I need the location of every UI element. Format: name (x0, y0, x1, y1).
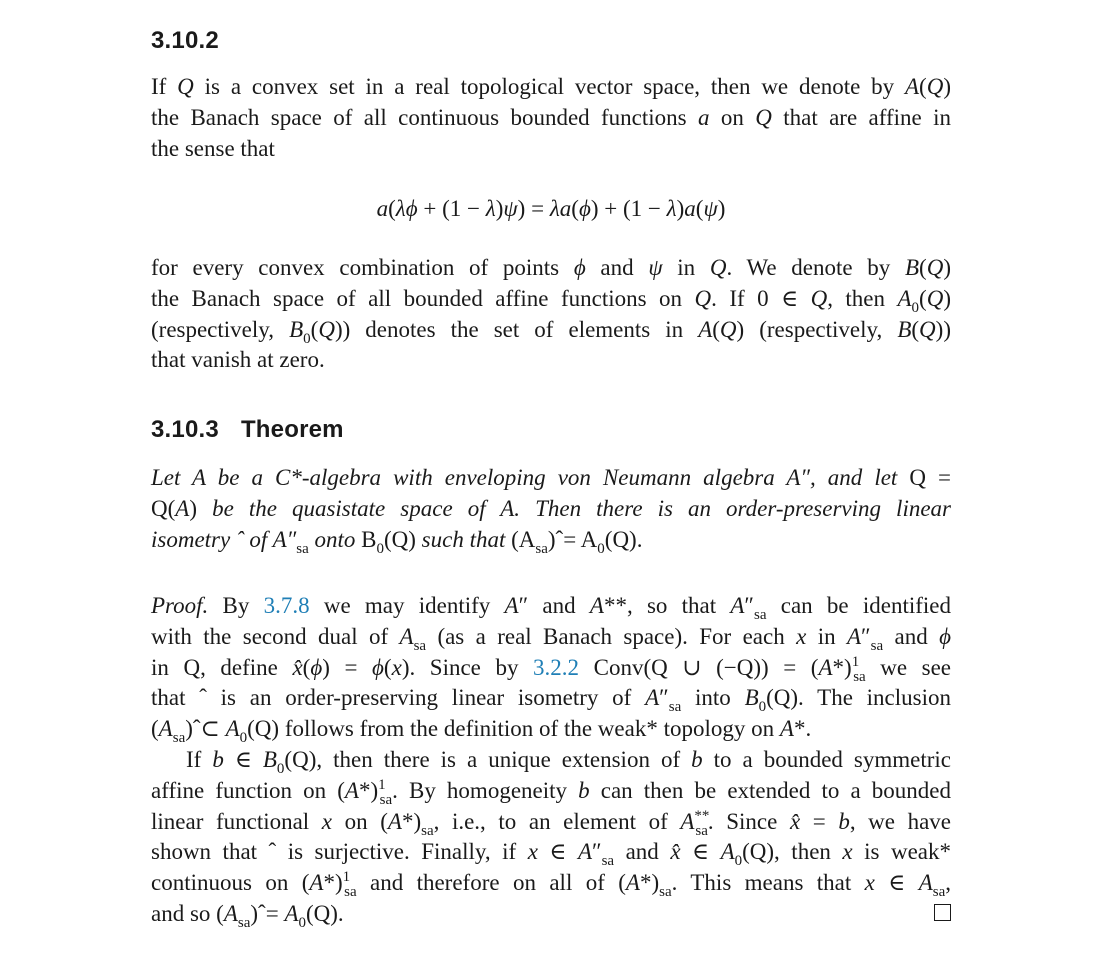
text-line: Proof. By 3.7.8 we may identify A″ and A**, so that $A''_{sa}$ can be identified (151, 593, 951, 623)
text-line: linear functional x on $(A*)_{sa}$, i.e., to an element of $A^{**}_{sa}$. Since x̂ = b, we have (151, 807, 951, 839)
paragraph-definition (151, 72, 951, 164)
text-line: the Banach space of all continuous bounded functions a on Q that are affine in (151, 104, 951, 130)
text-line: isometry ˆ of $A''_{sa}$ onto $B_0(Q)$ such that $(A_{sa})ˆ= A_0(Q)$. (151, 526, 643, 557)
section-heading-3-10-2 (151, 27, 219, 55)
text-line: that ˆ is an order-preserving linear isometry of $A''_{sa}$ into $B_0(Q)$. The inclusion (151, 685, 951, 716)
theorem-statement (151, 463, 951, 555)
text-line: and so $(A_{sa})ˆ= A_0(Q)$. (151, 900, 344, 931)
section-number: 3.10.3 (151, 416, 219, 443)
section-number: 3.10.2 (151, 27, 219, 54)
text-line: Let A be a C*-algebra with enveloping von Neumann algebra A″, and let Q = (151, 465, 951, 490)
display-equation: a(λϕ + (1 − λ)ψ) = λa(ϕ) + (1 − λ)a(ψ) (376, 196, 726, 221)
cross-reference-link[interactable]: 3.2.2 (533, 654, 580, 680)
paragraph-notation (151, 253, 951, 376)
text-line: shown that ˆ is surjective. Finally, if x ∈ $A''_{sa}$ and x̂ ∈ $A_0(Q)$, then x is weak* (151, 839, 951, 870)
text-line: If Q is a convex set in a real topological vector space, then we denote by A(Q) (151, 74, 952, 99)
proof-label: Proof. (151, 593, 209, 618)
text-line: $(A_{sa})ˆ\subset$ $A_0(Q)$ follows from the definition of the weak* topology on A*. (151, 716, 812, 747)
text-line: in Q, define x̂(ϕ) = ϕ(x). Since by 3.2.2 Conv(Q ∪ $(-Q)) = (A*)^1_{sa}$ we see (151, 653, 952, 685)
text-line: (respectively, $B_0(Q)$) denotes the set of elements in A(Q) (respectively, B(Q)) (151, 316, 951, 347)
qed-symbol (934, 904, 951, 921)
text-line: If b ∈ $B_0(Q)$, then there is a unique extension of b to a bounded symmetric (186, 746, 951, 777)
text-line: for every convex combination of points ϕ and ψ in Q. We denote by B(Q) (151, 255, 951, 280)
text-line: the Banach space of all bounded affine functions on Q. If 0 ∈ Q, then $A_0(Q)$ (151, 285, 951, 316)
text-line: with the second dual of $A_{sa}$ (as a real Banach space). For each x in $A''_{sa}$ and ϕ (151, 623, 951, 654)
text-line: affine function on $(A*)^1_{sa}$. By homogeneity b can then be extended to a bounded (151, 776, 951, 808)
text-line: Q(A) be the quasistate space of A. Then there is an order-preserving linear (151, 495, 951, 521)
text-line: the sense that (151, 135, 275, 161)
proof (151, 591, 951, 930)
text-line: that vanish at zero. (151, 347, 325, 373)
text-line: continuous on $(A*)^1_{sa}$ and therefore on all of $(A*)_{sa}$. This means that x ∈ $A_{sa}$, (151, 869, 951, 901)
section-heading-3-10-3 (151, 416, 344, 444)
cross-reference-link[interactable]: 3.7.8 (263, 593, 310, 618)
section-title: Theorem (240, 416, 344, 443)
